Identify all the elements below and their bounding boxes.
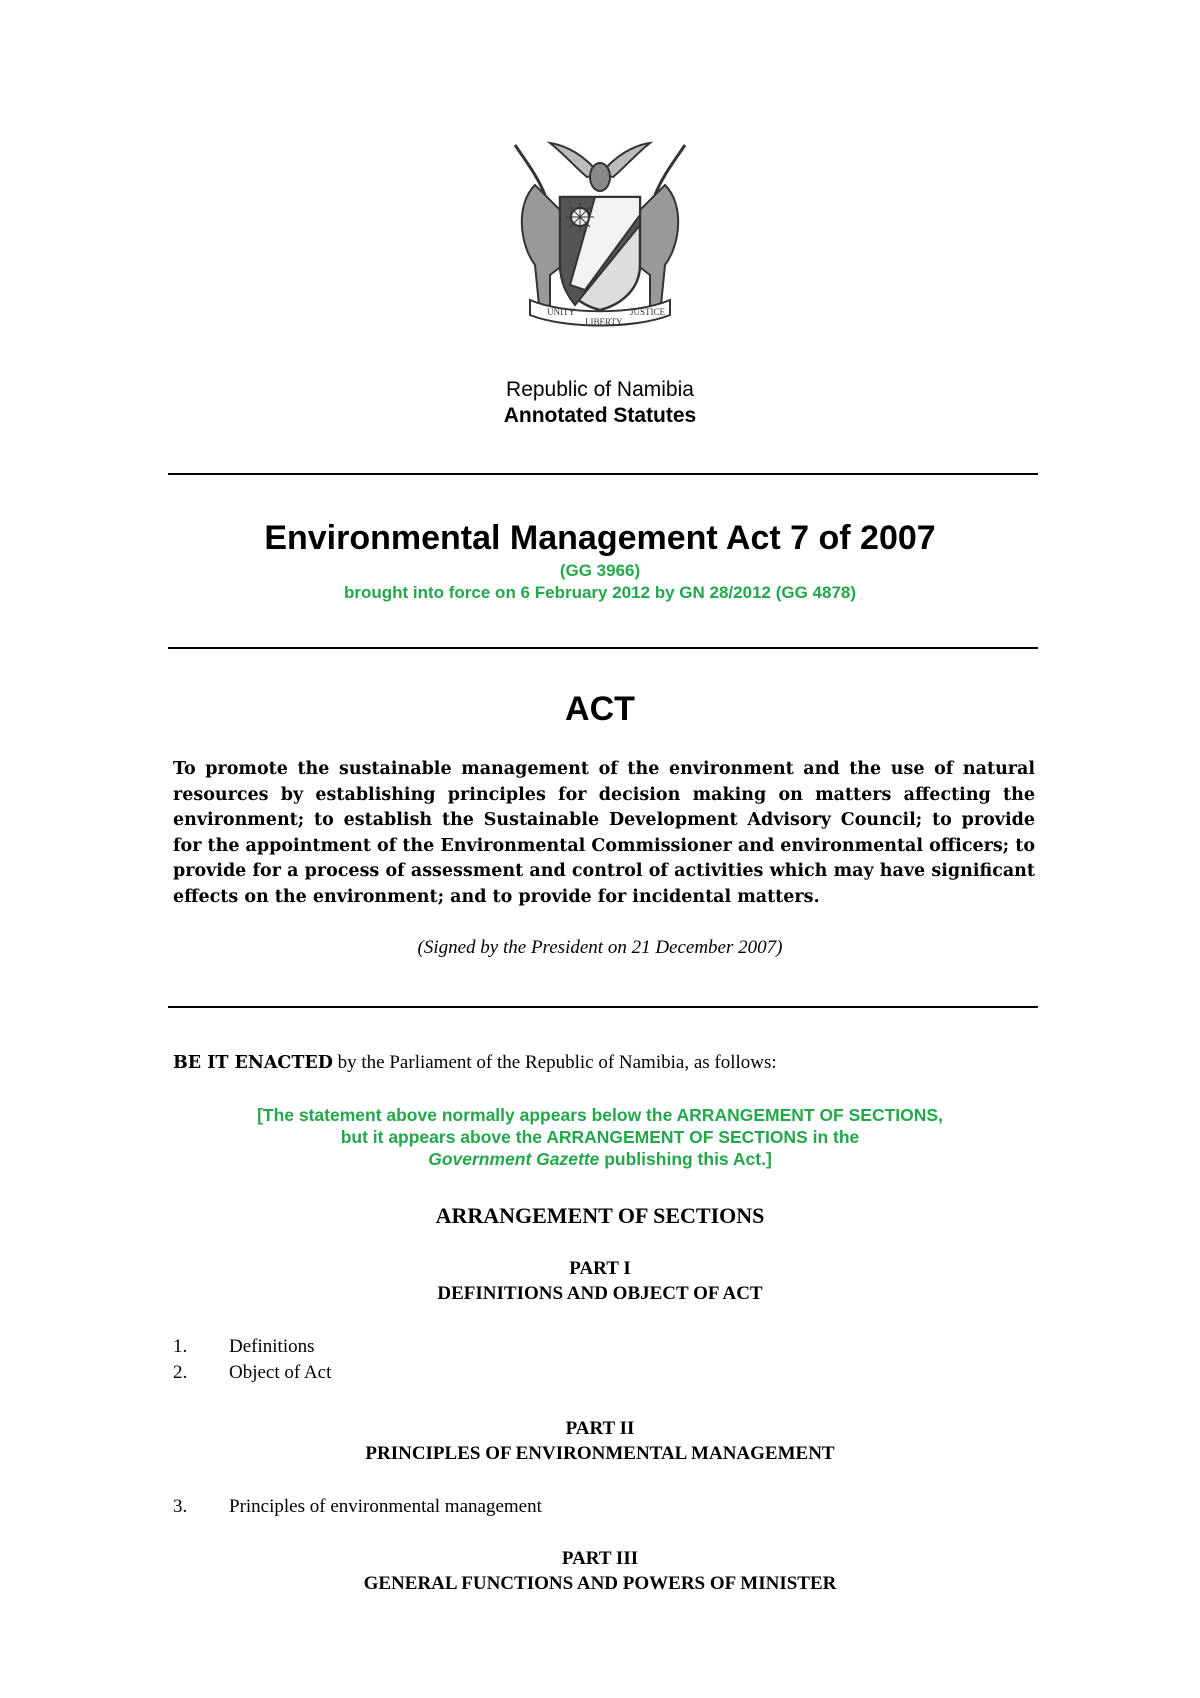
part-title: DEFINITIONS AND OBJECT OF ACT [437, 1283, 763, 1304]
enacting-lead: BE IT ENACTED [173, 1053, 333, 1073]
part-heading [0, 1256, 1200, 1306]
divider [168, 1006, 1038, 1008]
note-line-2: but it appears above the ARRANGEMENT OF SECTIONS in the [340, 1127, 860, 1147]
long-title: To promote the sustainable management of the environment and the use of natural resources by establishing principles for decision making on matters affecting the environment; to establish the Sustainable Development Advisory Council; to provide for the appointment of the Environmental Commissioner and environmental officers; to provide for a process of assessment and control of activities which may have significant effects on the environment; and to provide for incidental matters. [173, 759, 1035, 907]
note-gazette-title: Government Gazette [428, 1149, 600, 1169]
part-title: GENERAL FUNCTIONS AND POWERS OF MINISTER [363, 1573, 837, 1594]
section-title: Definitions [229, 1336, 315, 1357]
section-title: Object of Act [229, 1362, 332, 1383]
divider [168, 473, 1038, 475]
svg-text:LIBERTY: LIBERTY [585, 317, 623, 327]
act-title: Environmental Management Act 7 of 2007 [264, 519, 936, 557]
part-label: PART I [569, 1258, 631, 1279]
act-heading: ACT [565, 690, 635, 728]
commencement-note: brought into force on 6 February 2012 by GN 28/2012 (GG 4878) [343, 583, 857, 602]
series-name: Annotated Statutes [503, 404, 697, 427]
svg-text:UNITY: UNITY [547, 307, 575, 317]
part-label: PART II [565, 1418, 635, 1439]
divider [168, 647, 1038, 649]
enacting-rest: by the Parliament of the Republic of Namibia, as follows: [332, 1052, 777, 1073]
part-heading [0, 1546, 1200, 1596]
section-number: 3. [173, 1496, 188, 1517]
section-title: Principles of environmental management [229, 1496, 542, 1517]
note-line-1: [The statement above normally appears below the ARRANGEMENT OF SECTIONS, [257, 1105, 943, 1125]
namibia-coat-of-arms-icon [495, 115, 705, 340]
section-number: 2. [173, 1362, 188, 1383]
section-number: 1. [173, 1336, 188, 1357]
enacting-clause [173, 1052, 1053, 1074]
arrangement-heading: ARRANGEMENT OF SECTIONS [435, 1203, 765, 1228]
signed-date: (Signed by the President on 21 December 2007) [417, 937, 783, 958]
part-label: PART III [561, 1548, 639, 1569]
gazette-reference: (GG 3966) [559, 561, 641, 580]
part-heading [0, 1416, 1200, 1466]
note-line-3 [0, 1148, 1200, 1170]
svg-text:JUSTICE: JUSTICE [630, 307, 666, 317]
editorial-note [0, 1104, 1200, 1170]
republic-name: Republic of Namibia [506, 378, 694, 401]
part-title: PRINCIPLES OF ENVIRONMENTAL MANAGEMENT [365, 1443, 835, 1464]
note-line-3-rest: publishing this Act.] [599, 1149, 772, 1169]
